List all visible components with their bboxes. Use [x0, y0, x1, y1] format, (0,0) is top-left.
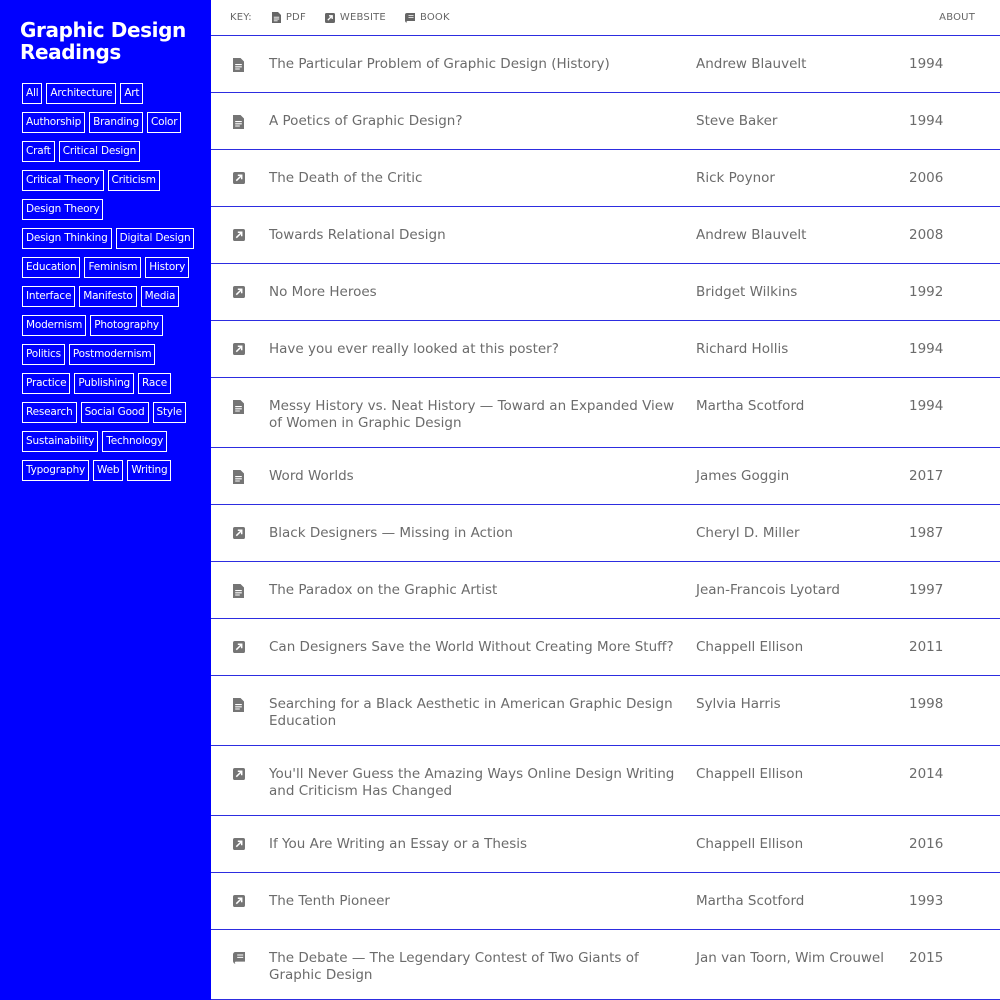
readings-list	[211, 36, 1000, 1000]
reading-row[interactable]	[211, 676, 1000, 746]
reading-author: Bridget Wilkins	[696, 284, 798, 300]
external-link-icon	[211, 227, 269, 248]
tag-filter-button[interactable]: Research	[22, 402, 77, 423]
key-label: KEY:	[230, 12, 252, 23]
reading-author: James Goggin	[696, 468, 790, 484]
external-link-icon	[211, 639, 269, 660]
tag-filter-button[interactable]: Practice	[22, 373, 70, 394]
reading-author: Chappell Ellison	[696, 639, 804, 655]
document-icon	[211, 398, 269, 432]
reading-title[interactable]: Messy History vs. Neat History — Toward an Expanded View of Women in Graphic Design	[269, 398, 675, 431]
external-link-icon	[211, 836, 269, 857]
reading-author: Martha Scotford	[696, 893, 805, 909]
reading-author: Andrew Blauvelt	[696, 227, 807, 243]
reading-year: 2006	[909, 170, 944, 186]
tag-filter-button[interactable]: Critical Theory	[22, 170, 104, 191]
tag-filter-button[interactable]: Design Theory	[22, 199, 103, 220]
tag-filter-button[interactable]: Sustainability	[22, 431, 98, 452]
tag-filter-button[interactable]: Typography	[22, 460, 89, 481]
reading-author: Sylvia Harris	[696, 696, 781, 712]
tag-filter-button[interactable]: Critical Design	[59, 141, 140, 162]
reading-title[interactable]: Searching for a Black Aesthetic in American Graphic Design Education	[269, 696, 673, 729]
tag-filter-button[interactable]: Web	[93, 460, 123, 481]
reading-title[interactable]: Word Worlds	[269, 468, 354, 484]
reading-title[interactable]: No More Heroes	[269, 284, 377, 300]
reading-row[interactable]	[211, 207, 1000, 264]
key-pdf-label: PDF	[285, 12, 306, 23]
reading-author: Cheryl D. Miller	[696, 525, 800, 541]
tag-filter-button[interactable]: Style	[153, 402, 186, 423]
reading-row[interactable]	[211, 562, 1000, 619]
reading-year: 1987	[909, 525, 944, 541]
reading-year: 1994	[909, 56, 944, 72]
reading-year: 2017	[909, 468, 944, 484]
tag-filter-button[interactable]: Design Thinking	[22, 228, 112, 249]
reading-title[interactable]: Towards Relational Design	[269, 227, 446, 243]
about-link[interactable]: ABOUT	[939, 12, 975, 23]
reading-title[interactable]: Can Designers Save the World Without Creating More Stuff?	[269, 639, 674, 655]
document-icon	[211, 696, 269, 730]
reading-year: 1994	[909, 113, 944, 129]
reading-author: Andrew Blauvelt	[696, 56, 807, 72]
reading-year: 2015	[909, 950, 944, 966]
key-pdf	[272, 12, 306, 23]
reading-title[interactable]: The Death of the Critic	[269, 170, 423, 186]
tag-filter-button[interactable]: Feminism	[84, 257, 141, 278]
document-icon	[272, 12, 281, 23]
tag-filter-list	[22, 83, 200, 489]
reading-row[interactable]	[211, 619, 1000, 676]
tag-filter-button[interactable]: Interface	[22, 286, 75, 307]
reading-row[interactable]	[211, 93, 1000, 150]
external-link-icon	[211, 341, 269, 362]
reading-author: Chappell Ellison	[696, 836, 804, 852]
tag-filter-button[interactable]: Criticism	[108, 170, 160, 191]
tag-filter-button[interactable]: Branding	[89, 112, 143, 133]
reading-year: 1993	[909, 893, 944, 909]
reading-row[interactable]	[211, 36, 1000, 93]
reading-author: Chappell Ellison	[696, 766, 804, 782]
tag-filter-button[interactable]: Manifesto	[79, 286, 136, 307]
reading-row[interactable]	[211, 264, 1000, 321]
tag-filter-button[interactable]: Writing	[127, 460, 171, 481]
reading-year: 1994	[909, 398, 944, 414]
reading-year: 2011	[909, 639, 944, 655]
tag-filter-button[interactable]: Race	[138, 373, 171, 394]
reading-title[interactable]: If You Are Writing an Essay or a Thesis	[269, 836, 528, 852]
reading-title[interactable]: Have you ever really looked at this poster?	[269, 341, 559, 357]
tag-filter-button[interactable]: Social Good	[81, 402, 149, 423]
reading-title[interactable]: The Debate — The Legendary Contest of Two Giants of Graphic Design	[269, 950, 639, 983]
tag-filter-button[interactable]: Art	[120, 83, 143, 104]
external-link-icon	[211, 284, 269, 305]
tag-filter-button[interactable]: Authorship	[22, 112, 85, 133]
reading-author: Steve Baker	[696, 113, 778, 129]
book-icon	[211, 950, 269, 984]
book-icon	[405, 13, 415, 23]
tag-filter-button[interactable]: Education	[22, 257, 80, 278]
reading-year: 1998	[909, 696, 944, 712]
reading-row[interactable]	[211, 448, 1000, 505]
reading-row[interactable]	[211, 816, 1000, 873]
reading-row[interactable]	[211, 930, 1000, 1000]
reading-author: Martha Scotford	[696, 398, 805, 414]
reading-year: 2014	[909, 766, 944, 782]
key-book	[405, 12, 450, 23]
reading-row[interactable]	[211, 321, 1000, 378]
key-bar	[211, 0, 1000, 36]
reading-title[interactable]: The Particular Problem of Graphic Design (History)	[269, 56, 610, 72]
tag-filter-button[interactable]: All	[22, 83, 42, 104]
reading-author: Jean-Francois Lyotard	[696, 582, 840, 598]
reading-year: 2008	[909, 227, 944, 243]
reading-row[interactable]	[211, 378, 1000, 448]
reading-row[interactable]	[211, 150, 1000, 207]
document-icon	[211, 113, 269, 134]
reading-title[interactable]: The Paradox on the Graphic Artist	[269, 582, 498, 598]
main-content	[211, 0, 1000, 1000]
reading-row[interactable]	[211, 873, 1000, 930]
site-title[interactable]: Graphic Design Readings	[20, 18, 186, 64]
tag-filter-button[interactable]: Photography	[90, 315, 163, 336]
reading-author: Rick Poynor	[696, 170, 775, 186]
key-website-label: WEBSITE	[339, 12, 386, 23]
tag-filter-button[interactable]: Modernism	[22, 315, 86, 336]
reading-year: 1994	[909, 341, 944, 357]
tag-filter-button[interactable]: Architecture	[46, 83, 116, 104]
reading-row[interactable]	[211, 746, 1000, 816]
tag-filter-button[interactable]: Politics	[22, 344, 65, 365]
tag-filter-button[interactable]: Media	[141, 286, 180, 307]
reading-year: 2016	[909, 836, 944, 852]
document-icon	[211, 468, 269, 489]
document-icon	[211, 56, 269, 77]
tag-filter-button[interactable]: Digital Design	[116, 228, 195, 249]
tag-filter-button[interactable]: Color	[147, 112, 181, 133]
external-link-icon	[211, 766, 269, 800]
key-website	[325, 12, 386, 23]
tag-filter-button[interactable]: Craft	[22, 141, 55, 162]
reading-author: Jan van Toorn, Wim Crouwel	[696, 950, 884, 966]
reading-title[interactable]: A Poetics of Graphic Design?	[269, 113, 463, 129]
key-book-label: BOOK	[419, 12, 450, 23]
external-link-icon	[211, 525, 269, 546]
document-icon	[211, 582, 269, 603]
reading-author: Richard Hollis	[696, 341, 789, 357]
tag-filter-button[interactable]: Publishing	[74, 373, 134, 394]
reading-year: 1992	[909, 284, 944, 300]
reading-year: 1997	[909, 582, 944, 598]
reading-title[interactable]: The Tenth Pioneer	[269, 893, 390, 909]
tag-filter-button[interactable]: History	[145, 257, 189, 278]
external-link-icon	[325, 13, 335, 23]
reading-title[interactable]: You'll Never Guess the Amazing Ways Online Design Writing and Criticism Has Changed	[269, 766, 675, 799]
tag-filter-button[interactable]: Technology	[102, 431, 167, 452]
sidebar	[0, 0, 211, 1000]
external-link-icon	[211, 893, 269, 914]
reading-row[interactable]	[211, 505, 1000, 562]
tag-filter-button[interactable]: Postmodernism	[69, 344, 156, 365]
reading-title[interactable]: Black Designers — Missing in Action	[269, 525, 513, 541]
external-link-icon	[211, 170, 269, 191]
